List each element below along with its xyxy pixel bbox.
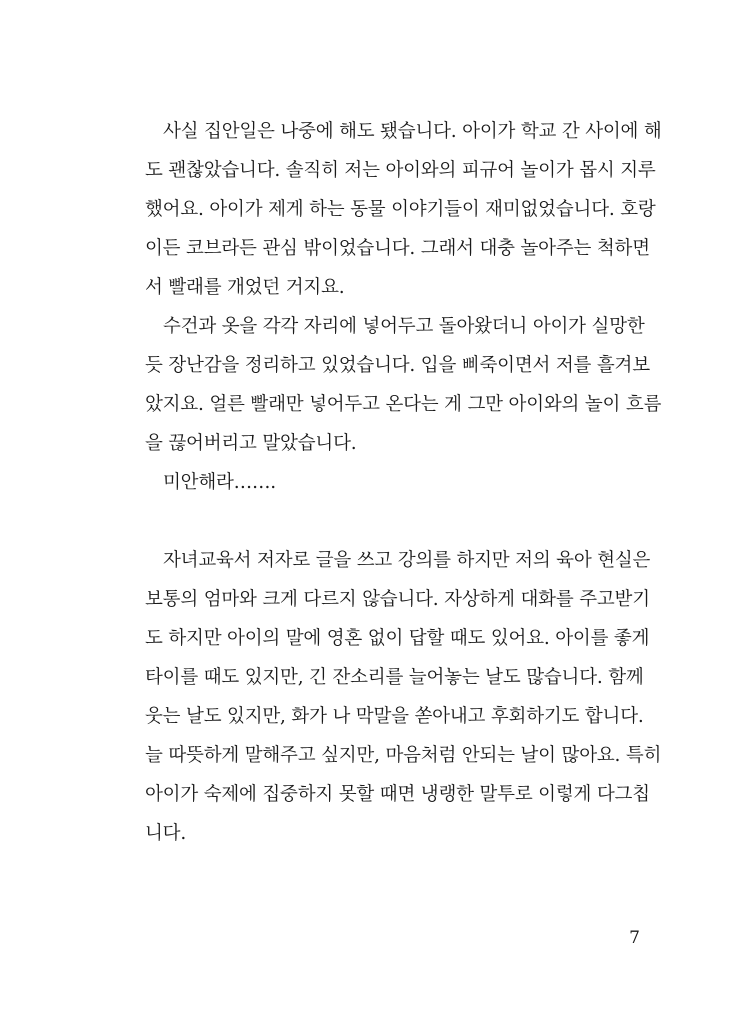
paragraph-1-line-2: 도 괜찮았습니다. 솔직히 저는 아이와의 피규어 놀이가 몹시 지루 — [145, 160, 656, 181]
paragraph-2-line-3: 았지요. 얼른 빨래만 넣어두고 온다는 게 그만 아이와의 놀이 흐름 — [145, 394, 662, 415]
paragraph-1-line-3: 했어요. 아이가 제게 하는 동물 이야기들이 재미없었습니다. 호랑 — [145, 199, 656, 220]
paragraph-4-line-2: 보통의 엄마와 크게 다르지 않습니다. 자상하게 대화를 주고받기 — [145, 589, 650, 610]
paragraph-3-line-1: 미안해라……. — [163, 472, 276, 493]
paragraph-2-line-1: 수건과 옷을 각각 자리에 넣어두고 돌아왔더니 아이가 실망한 — [163, 316, 645, 337]
page-number: 7 — [629, 928, 640, 948]
paragraph-4-line-5: 웃는 날도 있지만, 화가 나 막말을 쏟아내고 후회하기도 합니다. — [145, 706, 644, 727]
paragraph-2-line-2: 듯 장난감을 정리하고 있었습니다. 입을 삐죽이면서 저를 흘겨보 — [145, 355, 650, 376]
paragraph-4-line-7: 아이가 숙제에 집중하지 못할 때면 냉랭한 말투로 이렇게 다그칩 — [145, 784, 650, 805]
paragraph-1-line-5: 서 빨래를 개었던 거지요. — [145, 277, 345, 298]
paragraph-4-line-3: 도 하지만 아이의 말에 영혼 없이 답할 때도 있어요. 아이를 좋게 — [145, 628, 650, 649]
paragraph-1-line-1: 사실 집안일은 나중에 해도 됐습니다. 아이가 학교 간 사이에 해 — [163, 121, 662, 142]
paragraph-4-line-4: 타이를 때도 있지만, 긴 잔소리를 늘어놓는 날도 많습니다. 함께 — [145, 667, 644, 688]
paragraph-4-line-6: 늘 따뜻하게 말해주고 싶지만, 마음처럼 안되는 날이 많아요. 특히 — [145, 745, 662, 766]
paragraph-2-line-4: 을 끊어버리고 말았습니다. — [145, 433, 357, 454]
paragraph-1-line-4: 이든 코브라든 관심 밖이었습니다. 그래서 대충 놀아주는 척하면 — [145, 238, 650, 259]
paragraph-4-line-8: 니다. — [145, 823, 187, 844]
paragraph-4-line-1: 자녀교육서 저자로 글을 쓰고 강의를 하지만 저의 육아 현실은 — [163, 550, 651, 571]
